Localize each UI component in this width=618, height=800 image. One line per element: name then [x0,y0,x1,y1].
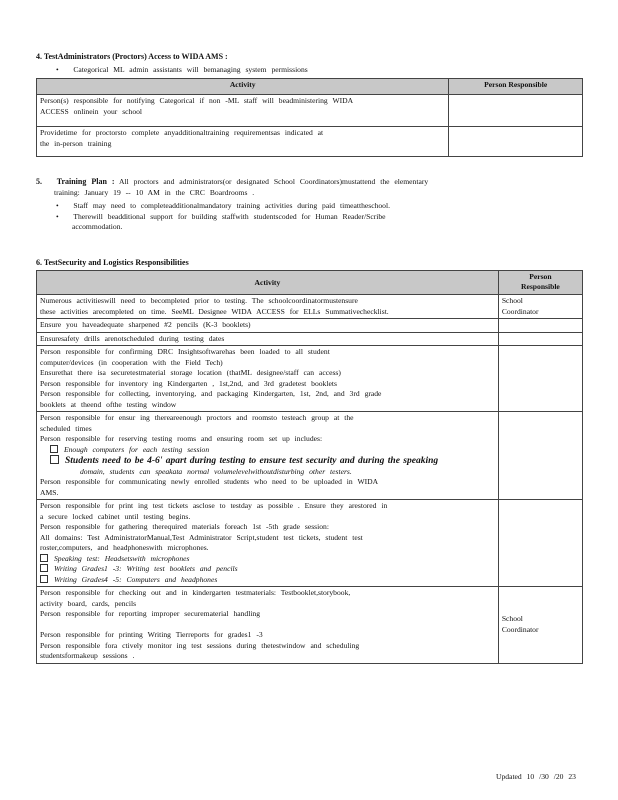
section-5-paragraph: 5. Training Plan : All proctors and administrators(or designated School Coordinators)mustattend the elementary training: January 19 -- 10 AM in the CRC Boardrooms . [36,177,429,197]
footer-updated: Updated 10 /30 /20 23 [496,772,576,781]
section-4-bullet: • Categorical ML admin assistants will bemanaging system permissions [56,65,308,74]
table-row: Ensure you haveadequate sharpened #2 pencils (K-3 booklets) [37,319,583,333]
checkbox-icon [50,455,59,464]
section-4-heading: 4. TestAdministrators (Proctors) Access to WIDA AMS : [36,52,228,61]
table-row: Ensuresafety drills arenotscheduled during testing dates [37,332,583,346]
table-row: Person responsible for checking out and in kindergarten testmaterials: Testbooklet,storybook, activity board, cards, pencils Person responsible for reporting improper securematerial handling Person responsible for printing Writing Tierreports for grades1 -3 Person responsible fora ctively monitor ing test sessions during thetestwindow and scheduling studentsformakeup sessions . School Coordinator [37,587,583,664]
table-row: Person(s) responsible for notifying Categorical if non -ML staff will beadministering WIDA ACCESS onlinein your school [37,95,583,127]
checkbox-icon [50,445,58,453]
column-header-activity: Activity [37,79,449,95]
checkbox-icon [40,554,48,562]
column-header-person: Person Responsible [449,79,583,95]
table-row: Person responsible for confirming DRC Insightsoftwarehas been loaded to all student computer/devices (in cooperation with the Field Tech) Ensurethat there isa securetestmaterial storage location (thatML designee/staff can access) Person responsible for inventory ing Kindergarten , 1st,2nd, and 3rd gradetest booklets Person responsible for collecting, inventorying, and packaging Kindergarten, 1st, 2nd, and 3rd grade booklets at theend ofthe testing window [37,346,583,412]
section-4-table [36,78,583,157]
checkbox-icon [40,575,48,583]
table-row: Providetime for proctorsto complete anyadditionaltraining requirementsas indicated at the in-person training [37,127,583,157]
section-6-heading: 6. TestSecurity and Logistics Responsibilities [36,258,189,267]
person-responsible: School Coordinator [498,587,582,664]
checkbox-icon [40,564,48,572]
table-row: Numerous activitieswill need to becompleted prior to testing. The schoolcoordinatormustensure these activities arecompleted on time. SeeML Designee WIDA ACCESS for ELLs Summativechecklist. School Coordinator [37,295,583,319]
column-header-person: Person Responsible [498,271,582,295]
table-row: Person responsible for print ing test tickets asclose to testday as possible . Ensure they arestored in a secure locked cabinet until testing begins. Person responsible for gathering therequired materials foreach 1st -5th grade session: All domains: Test AdministratorManual,Test Administrator Script,student test tickets, student test roster,computers, and headphoneswith microphones. Speaking test: Headsetswith microphones Writing Grades1 -3: Writing test booklets and pencils Writing Grades4 -5: Computers and headphones [37,500,583,587]
section-5-bullets: • Staff may need to completeadditionalmandatory training activities during paid timeattheschool. • Therewill beadditional support for building staffwith studentscoded for Human Reader/Scribe accommodation. [56,201,390,231]
table-row: Person responsible for ensur ing thereareenough proctors and roomsto testeach group at the scheduled times Person responsible for reserving testing rooms and ensuring room set up includes: Enough computers for each testing session Students need to be 4-6' apart during testing to ensure test security and during the speaking domain, students can speakata normal volumelevelwithoutdisturbing other testers. Person responsible for communicating newly enrolled students who need to be uploaded in WIDA AMS. [37,412,583,500]
person-responsible: School Coordinator [498,295,582,319]
section-6-table [36,270,583,664]
column-header-activity: Activity [37,271,499,295]
